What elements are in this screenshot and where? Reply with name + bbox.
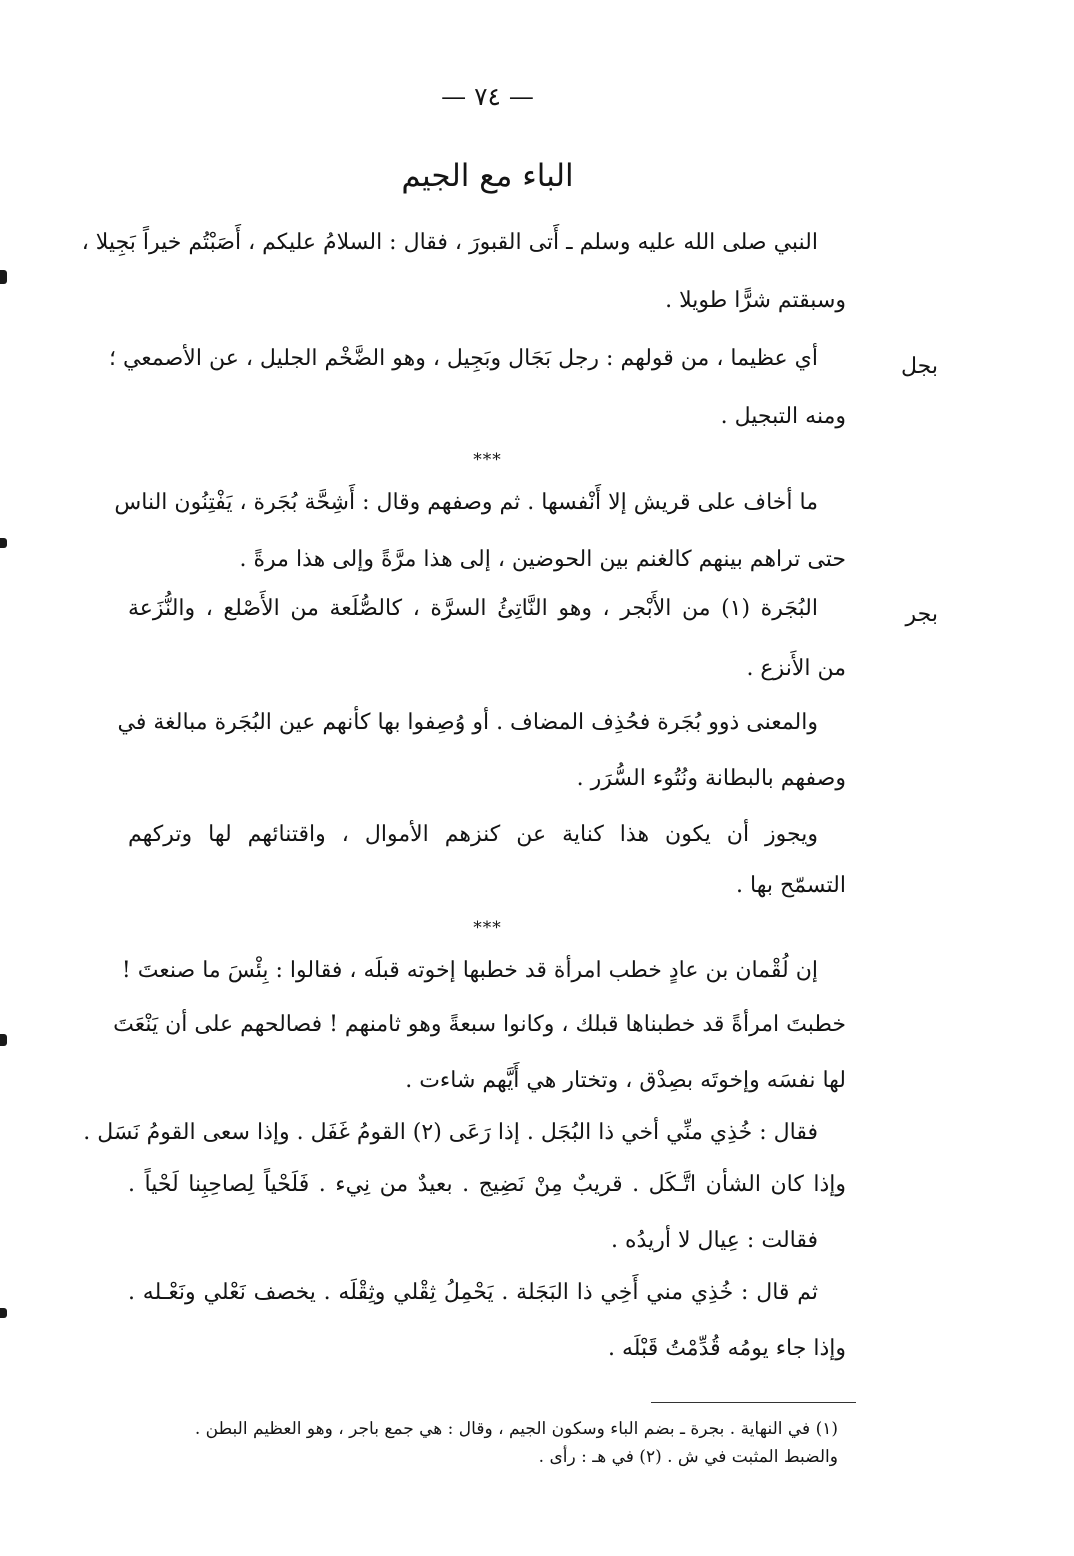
entry3-line8: وإذا جاء يومُه قُدِّمْتُ قَبْلَه .: [607, 1336, 846, 1361]
scan-edge-mark: [0, 1308, 7, 1318]
entry2-line5: والمعنى ذوو بُجَرة فحُذِف المضاف . أو وُصِفوا بها كأنهم عين البُجَرة مبالغة في: [117, 710, 818, 735]
section-separator: ***: [473, 918, 502, 938]
footnote-line1: (١) في النهاية . بجرة ـ بضم الباء وسكون الجيم ، وقال : هي جمع باجر ، وهو العظيم البطن .: [194, 1419, 838, 1439]
entry3-line2: خطبتَ امرأةً قد خطبناها قبلك ، وكانوا سبعةً وهو ثامنهم ! فصالحهم على أن يَنْعَتَ: [113, 1012, 846, 1037]
entry2-line1: ما أخاف على قريش إلا أَنْفسها . ثم وصفهم وقال : أَشِحَّة بُجَرة ، يَفْتِنُون الناس: [114, 490, 818, 515]
entry2-line6: وصفهم بالبطانة ونُتُوء السُّرَر .: [576, 766, 846, 791]
page-number: — ٧٤ —: [441, 82, 534, 111]
entry3-line3: لها نفسَه وإخوتَه بصِدْق ، وتختار هي أَيَّهم شاءت .: [405, 1068, 846, 1093]
entry3-line4: فقال : خُذِي منِّي أخي ذا البُجَل . إذا رَعَى (٢) القومُ غَفَل . وإذا سعى القومُ نَسَل .: [83, 1120, 818, 1145]
entry2-line7: ويجوز أن يكون هذا كناية عن كنزهم الأموال ، واقتنائهم لها وتركهم: [128, 822, 818, 847]
footnote-divider: [651, 1402, 856, 1403]
scan-edge-mark: [0, 1034, 7, 1046]
entry2-line2: حتى تراهم بينهم كالغنم بين الحوضين ، إلى هذا مرَّةً وإلى هذا مرةً .: [239, 547, 846, 572]
entry3-line5: وإذا كان الشأن اتَّـكَل . قريبٌ مِنْ نَضِيج . بعيدٌ من نِيء . فَلَحْياً لِصاحِبِنا لَحْياً .: [128, 1172, 846, 1197]
root-word-bjl: بجل: [901, 354, 938, 379]
entry2-line4: من الأَنزع .: [746, 656, 846, 681]
scan-edge-mark: [0, 270, 7, 284]
footnote-line2: والضبط المثبت في ش . (٢) في هـ : رأى .: [538, 1447, 838, 1467]
entry1-line2: وسبقتم شرًّا طويلا .: [665, 288, 846, 313]
entry2-line8: التسمّح بها .: [736, 873, 846, 898]
entry3-line7: ثم قال : خُذِي مني أَخِي ذا البَجَلة . يَحْمِلُ ثِقْلي وثِقْلَه . يخصف نَعْلي ونَعْـله .: [128, 1280, 818, 1305]
entry3-line6: فقالت : عِيال لا أريدُه .: [611, 1228, 818, 1253]
section-separator: ***: [473, 450, 502, 470]
scan-edge-mark: [0, 538, 7, 548]
entry2-line3: البُجَرة (١) من الأَبْجر ، وهو النَّاتِئُ السرَّة ، كالصُّلَعة من الأَصْلع ، والنُّزَعة: [128, 596, 818, 621]
entry1-line1: النبي صلى الله عليه وسلم ـ أَتى القبورَ ، فقال : السلامُ عليكم ، أَصَبْتُم خيراً بَجِيلا ،: [81, 230, 818, 255]
root-word-bjr: بجر: [905, 602, 938, 627]
entry3-line1: إن لُقْمان بن عادٍ خطب امرأة قد خطبها إخوته قبلَه ، فقالوا : بِئْسَ ما صنعتَ !: [121, 958, 818, 983]
entry1-line4: ومنه التبجيل .: [720, 404, 846, 429]
entry1-line3: أي عظيما ، من قولهم : رجل بَجَال وبَجِيل ، وهو الضَّخْم الجليل ، عن الأصمعي ؛: [108, 346, 818, 371]
chapter-title: الباء مع الجيم: [401, 158, 574, 194]
